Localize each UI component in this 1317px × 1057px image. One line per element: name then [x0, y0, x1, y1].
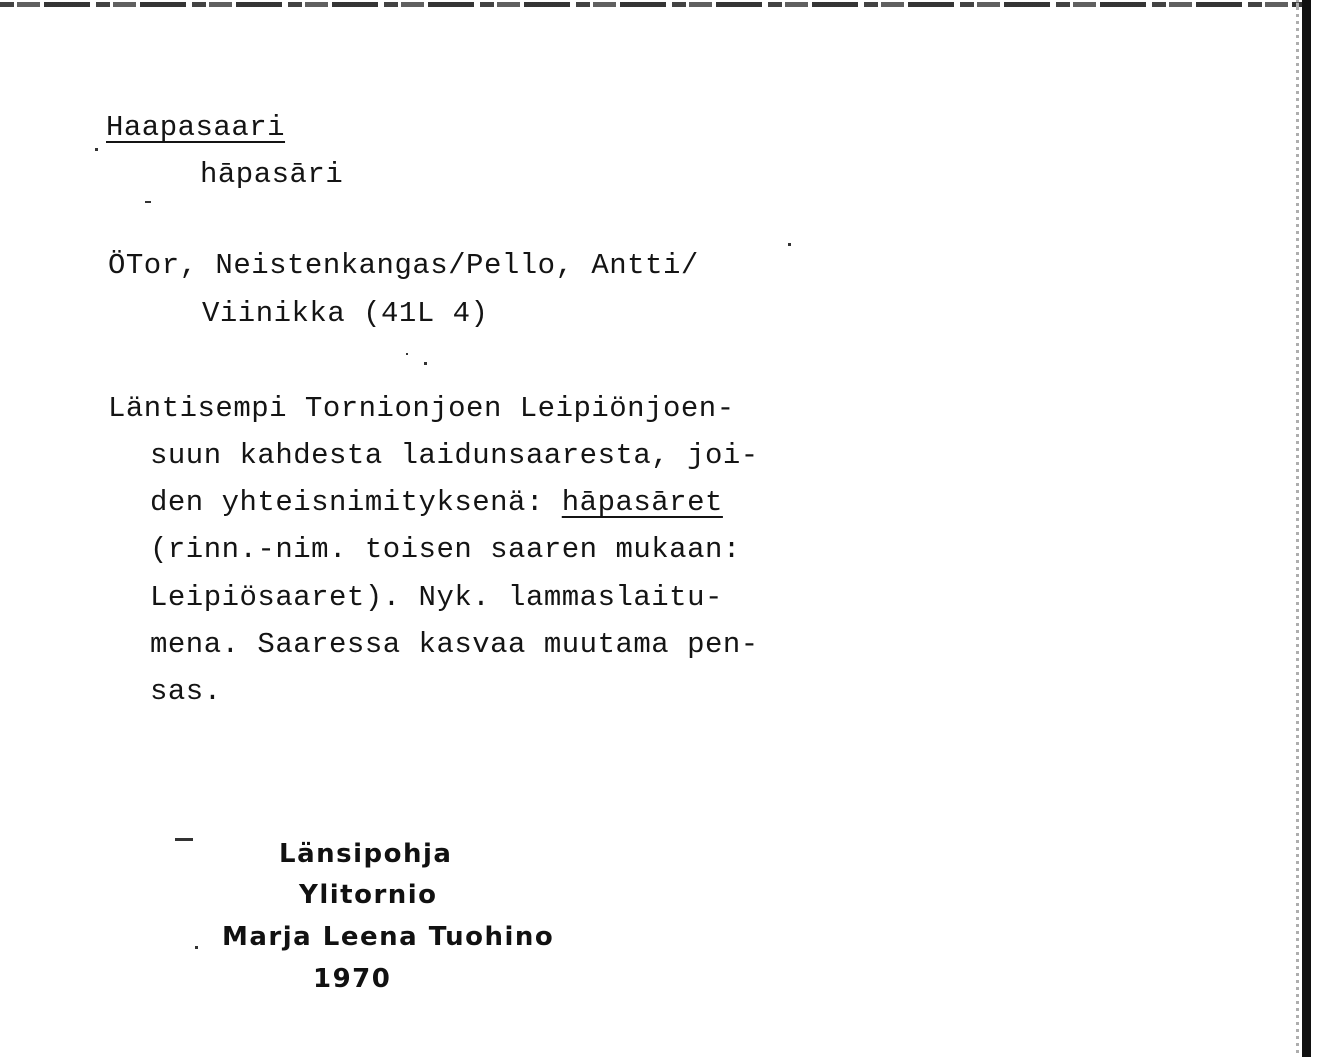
speck — [424, 362, 427, 365]
speck — [195, 946, 198, 949]
stamp-region: Länsipohja — [279, 839, 453, 869]
speck — [175, 838, 193, 841]
description-line-7: sas. — [150, 675, 222, 708]
speck — [788, 243, 791, 246]
location-line-1: ÖTor, Neistenkangas/Pello, Antti/ — [108, 249, 699, 282]
stamp-collector: Marja Leena Tuohino — [222, 922, 555, 952]
pronunciation: hāpasāri — [200, 158, 344, 191]
card-top-edge — [0, 2, 1305, 7]
description-line-6: mena. Saaressa kasvaa muutama pen- — [150, 628, 759, 661]
speck — [145, 201, 151, 203]
description-line-2: suun kahdesta laidunsaaresta, joi- — [150, 439, 759, 472]
location-line-2: Viinikka (41L 4) — [202, 297, 489, 330]
description-line-4: (rinn.-nim. toisen saaren mukaan: — [150, 533, 741, 566]
description-line-1: Läntisempi Tornionjoen Leipiönjoen- — [108, 392, 735, 425]
card-right-edge — [1302, 0, 1311, 1057]
headword: Haapasaari — [106, 111, 286, 144]
description-line-3-text: den yhteisnimityksenä: — [150, 486, 562, 519]
description-line-5: Leipiösaaret). Nyk. lammaslaitu- — [150, 581, 723, 614]
description-line-3 — [150, 488, 723, 517]
stamp-parish: Ylitornio — [299, 880, 438, 910]
speck — [406, 353, 408, 355]
stamp-year: 1970 — [313, 964, 392, 994]
speck — [95, 148, 98, 151]
collective-name-term: hāpasāret — [561, 486, 723, 519]
card-right-edge-shadow — [1296, 0, 1299, 1057]
